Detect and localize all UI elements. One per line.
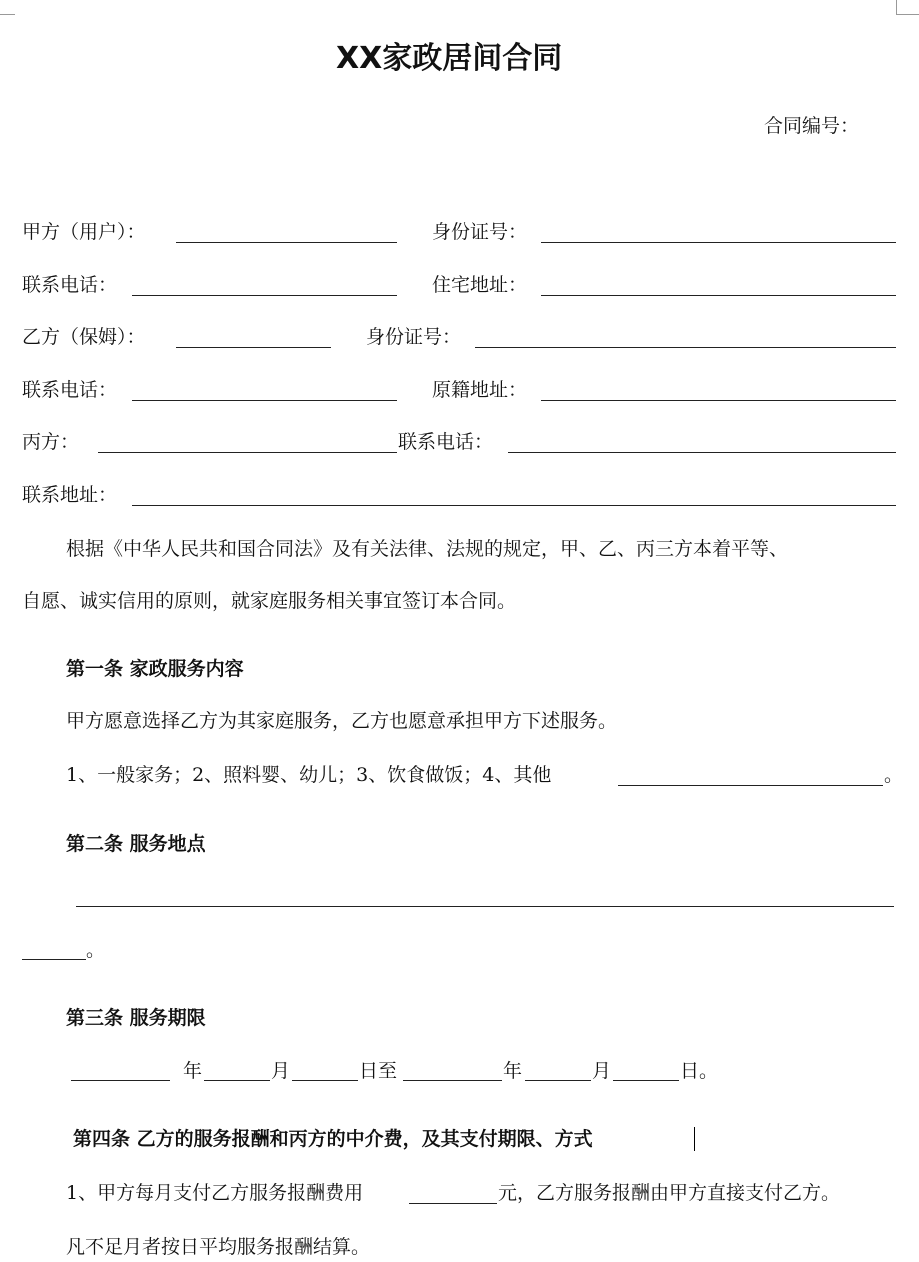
article-2-period: 。 [86, 939, 106, 961]
end-year-blank[interactable] [403, 1080, 502, 1081]
party-a-residence-blank[interactable] [541, 295, 896, 296]
intro-paragraph-line-2: 自愿、诚实信用的原则，就家庭服务相关事宜签订本合同。 [22, 590, 517, 612]
party-a-id-label: 身份证号： [432, 221, 528, 243]
party-b-name-blank[interactable] [176, 347, 331, 348]
article-4-title: 第四条 乙方的服务报酬和丙方的中介费，及其支付期限、方式 [73, 1128, 593, 1150]
article-3-title: 第三条 服务期限 [66, 1007, 206, 1029]
end-day-label: 日。 [680, 1060, 719, 1082]
party-b-phone-blank[interactable] [132, 400, 397, 401]
party-a-phone-label: 联系电话： [22, 274, 118, 296]
start-day-blank[interactable] [292, 1080, 358, 1081]
party-a-phone-blank[interactable] [132, 295, 397, 296]
end-month-label: 月 [592, 1060, 612, 1082]
end-year-label: 年 [503, 1060, 523, 1082]
party-b-id-label: 身份证号： [366, 326, 462, 348]
article-4-paragraph-1b: 元，乙方服务报酬由甲方直接支付乙方。 [498, 1182, 841, 1204]
party-b-phone-label: 联系电话： [22, 379, 118, 401]
text-cursor [694, 1127, 695, 1151]
party-b-origin-label: 原籍地址： [432, 379, 528, 401]
contract-number-label: 合同编号： [764, 115, 860, 137]
article-1-services: 1、一般家务；2、照料婴、幼儿；3、饮食做饭；4、其他 [66, 764, 552, 786]
party-a-label: 甲方（用户）： [22, 221, 146, 243]
article-1-paragraph: 甲方愿意选择乙方为其家庭服务，乙方也愿意承担甲方下述服务。 [66, 710, 618, 732]
monthly-fee-blank[interactable] [409, 1203, 497, 1204]
party-c-phone-blank[interactable] [508, 452, 896, 453]
page-corner-top-left [0, 14, 15, 15]
page-corner-top-right [896, 0, 897, 14]
start-month-label: 月 [271, 1060, 291, 1082]
end-day-blank[interactable] [613, 1080, 679, 1081]
party-c-label: 丙方： [22, 431, 80, 453]
end-month-blank[interactable] [525, 1080, 591, 1081]
party-c-name-blank[interactable] [98, 452, 397, 453]
party-c-phone-label: 联系电话： [398, 431, 494, 453]
service-location-blank[interactable] [76, 906, 894, 907]
party-b-label: 乙方（保姆）： [22, 326, 146, 348]
article-2-title: 第二条 服务地点 [66, 833, 206, 855]
start-month-blank[interactable] [204, 1080, 270, 1081]
party-a-residence-label: 住宅地址： [432, 274, 528, 296]
article-4-paragraph-2: 凡不足月者按日平均服务报酬结算。 [66, 1236, 371, 1258]
intro-paragraph-line-1: 根据《中华人民共和国合同法》及有关法律、法规的规定，甲、乙、丙三方本着平等、 [66, 538, 789, 560]
start-day-label: 日至 [359, 1060, 398, 1082]
party-b-id-blank[interactable] [475, 347, 896, 348]
party-b-origin-blank[interactable] [541, 400, 896, 401]
other-services-blank[interactable] [618, 785, 883, 786]
party-a-name-blank[interactable] [176, 242, 397, 243]
party-a-id-blank[interactable] [541, 242, 896, 243]
contact-address-blank[interactable] [132, 505, 896, 506]
document-title: XX家政居间合同 [336, 41, 563, 76]
contact-address-label: 联系地址： [22, 484, 118, 506]
service-location-blank-2[interactable] [22, 959, 86, 960]
article-1-period: 。 [884, 764, 904, 786]
start-year-label: 年 [183, 1060, 203, 1082]
page-corner-top-right-h [896, 14, 919, 15]
article-1-title: 第一条 家政服务内容 [66, 658, 244, 680]
start-year-blank[interactable] [71, 1080, 170, 1081]
article-4-paragraph-1a: 1、甲方每月支付乙方服务报酬费用 [66, 1182, 364, 1204]
